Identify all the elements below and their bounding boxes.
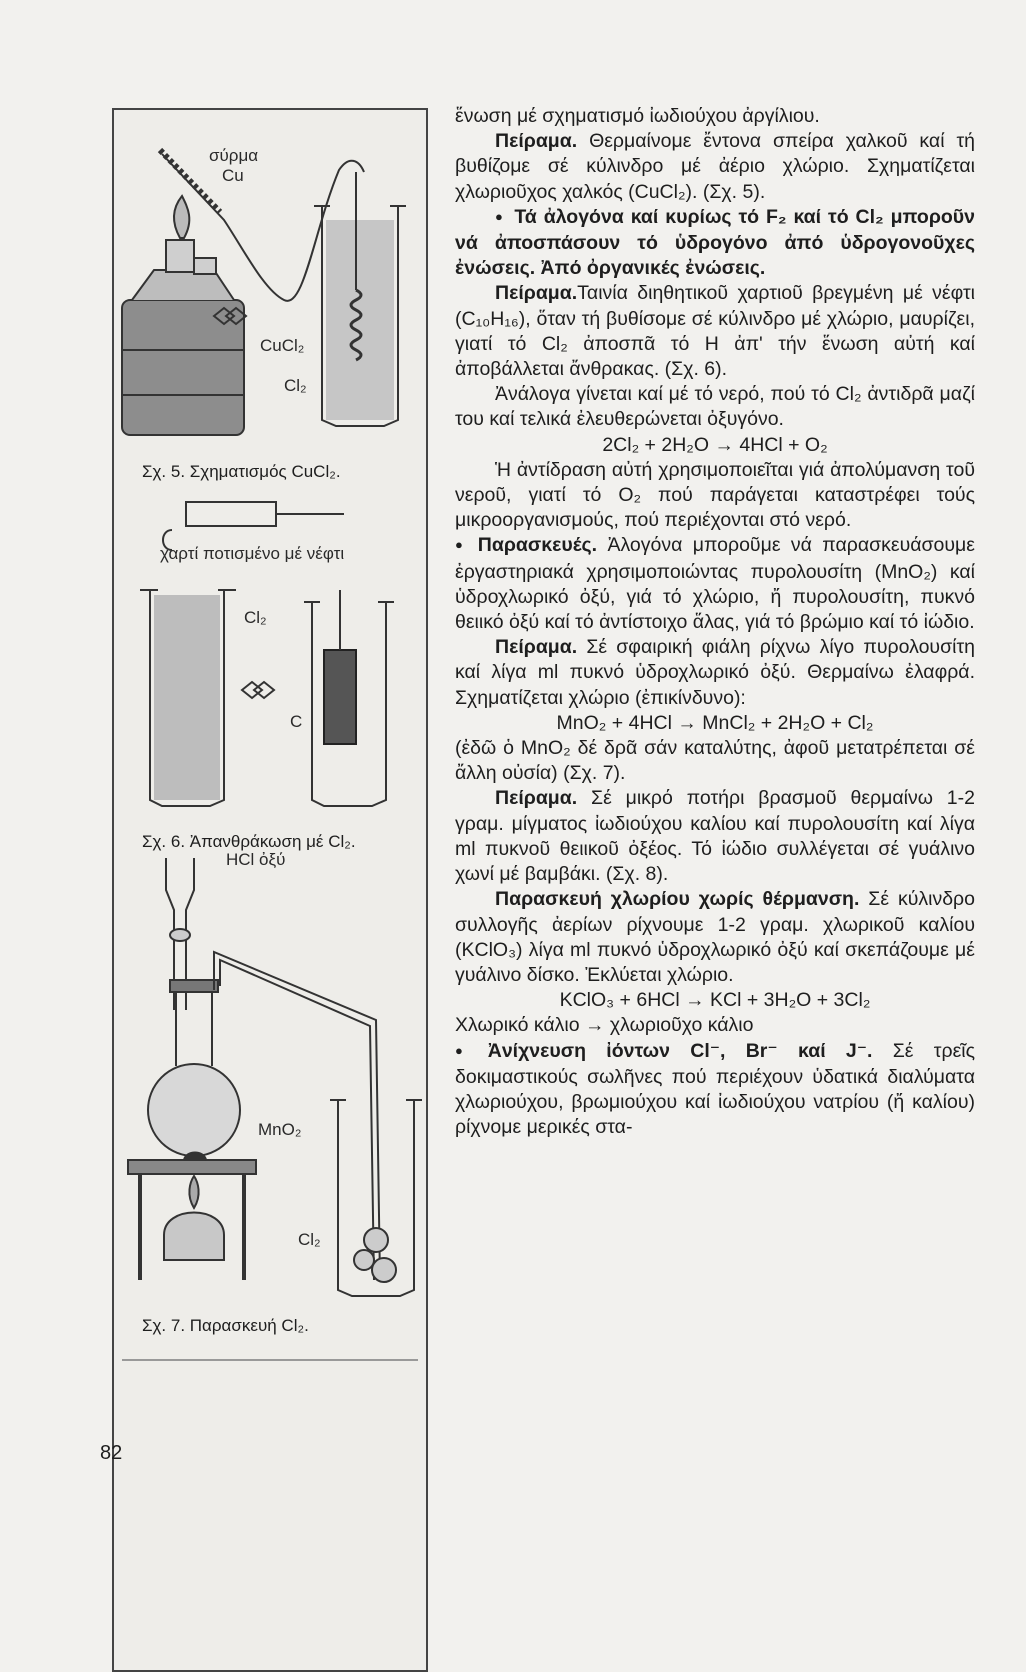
label-wire: σύρμα [209,146,259,165]
section-heading: Παρασκευές. [477,534,598,557]
experiment-heading: Πείραμα. [495,636,578,659]
paragraph-body: Ἀλογόνα μποροῦμε νά παρασκευάσουμε ἐργαστηριακά χρησιμοποιώντας πυρολουσίτη (MnO₂) καί ὑδροχλωρικό ὀξύ, γιά τό χλώριο, ἤ πυρολουσίτη, πυκνό θειικό ὀξύ καί τό ἀντίστοιχο ἅλας, γιά τό βρώμιο καί τό ἰώδιο. [455,534,975,634]
main-text [455,104,975,1140]
label-cl2-fig6: Cl₂ [244,608,267,627]
label-paper: χαρτί ποτισμένο μέ νέφτι [160,544,345,563]
paragraph: ἕνωση μέ σχηματισμό ἰωδιούχου ἀργίλιου. [455,105,820,127]
caption-fig6: Σχ. 6. Ἀπανθράκωση μέ Cl₂. [142,832,356,851]
experiment-heading: Πείραμα. [495,282,578,305]
label-hcl: HCl ὀξύ [226,850,286,869]
paragraph-body: Θερμαίνομε ἔντονα σπείρα χαλκοῦ καί τή βυθίζομε σέ κύλινδρο μέ ἀέριο χλώριο. Σχηματίζεται χλωριοῦχος χαλκός (CuCl₂). (Σχ. 5). [455,130,975,203]
paragraph [455,1039,975,1141]
label-wire-element: Cu [222,166,244,185]
experiment-heading: Πείραμα. [495,130,578,153]
gas-cylinder-fig6-left [140,590,236,806]
paragraph-body: Σέ σφαιρική φιάλη ρίχνω λίγο πυρολουσίτη καί λίγα ml πυκνό ὑδροχλωρικό ὀξύ. Θερμαίνω ἐλαφρά. Σχηματίζεται χλώριο (ἐπικίνδυνο): [455,636,975,709]
gas-cylinder-fig6-right [304,590,394,806]
label-cl2-fig7: Cl₂ [298,1230,321,1249]
bold-statement: ● Τά ἀλογόνα καί κυρίως τό F₂ καί τό Cl₂ μποροῦν νά ἀποσπάσουν τό ὑδρογόνο ἀπό ὑδρογονοῦχες ἐνώσεις. Ἀπό ὀργανικές ἐνώσεις. [455,205,975,282]
paragraph [455,129,975,205]
paper-strip-drawing [186,502,276,526]
figure-panel [112,108,428,1672]
equation: 2Cl₂ + 2H₂O → 4HCl + O₂ [602,433,828,456]
paragraph: Ἡ ἀντίδραση αὐτή χρησιμοποιεῖται γιά ἀπολύμανση τοῦ νεροῦ, γιατί τό O₂ πού παράγεται καταστρέφει τούς μικροοργανισμούς, πού περιέχονται στό νερό. [455,458,975,532]
label-carbon: C [290,712,303,731]
paragraph [455,635,975,711]
caption-fig5: Σχ. 5. Σχηματισμός CuCl₂. [142,462,341,481]
paragraph [455,281,975,382]
paragraph-body: Ταινία διηθητικοῦ χαρτιοῦ βρεγμένη μέ νέφτι (C₁₀H₁₆), ὅταν τή βυθίσομε σέ κύλινδρο μέ χλώριο, μαυρίζει, γιατί τό Cl₂ ἀποσπᾶ τό H ἀπ' τήν ἕνωση αὐτή καί ἀποβάλλεται ἄνθρακας. (Σχ. 6). [455,282,975,381]
label-mno2: MnO₂ [258,1120,302,1139]
section-heading: Παρασκευή χλωρίου χωρίς θέρμανση. [495,888,860,911]
paragraph-body: Σέ τρεῖς δοκιμαστικούς σωλῆνες πού περιέχουν ὑδατικά διαλύματα χλωριούχου, βρωμιούχου καί ἰωδιούχου νατρίου (ἤ καλίου) ρίχνομε μερικές στα- [455,1039,975,1139]
paragraph: Ἀνάλογα γίνεται καί μέ τό νερό, πού τό Cl₂ ἀντιδρᾶ μαζί του καί τελικά ἐλευθερώνεται ὀξυγόνο. [455,383,975,431]
gas-canister-drawing [122,240,244,435]
paragraph [455,887,975,988]
gas-cylinder-fig5 [314,172,406,426]
paragraph: Χλωρικό κάλιο → χλωριοῦχο κάλιο [455,1014,754,1037]
section-heading: Ἀνίχνευση ἰόντων Cl⁻, Br⁻ καί J⁻. [487,1039,873,1062]
paragraph-body: Σέ κύλινδρο συλλογῆς ἀερίων ρίχνουμε 1-2 γραμ. χλωρικοῦ καλίου (KClO₃) λίγα ml πυκνό ὑδροχλωρικό ὀξύ καί σκεπάζουμε μέ γυάλινο δίσκο. Ἐκλύεται χλώριο. [455,888,975,986]
reaction-arrow-fig6 [242,682,274,698]
equation: KClO₃ + 6HCl → KCl + 3H₂O + 3Cl₂ [559,989,871,1012]
paragraph-body: Σέ μικρό ποτήρι βρασμοῦ θερμαίνω 1-2 γραμ. μίγματος ἰωδιούχου καλίου καί πυρολουσίτη καί λίγα ml πυκνοῦ θειικοῦ ὀξέος. Τό ἰώδιο συλλέγεται σέ γυάλινο χωνί μέ βαμβάκι. (Σχ. 8). [455,787,975,886]
caption-fig7: Σχ. 7. Παρασκευή Cl₂. [142,1316,309,1335]
page-number: 82 [100,1442,123,1464]
flame-drawing [174,196,189,238]
paragraph [455,533,975,635]
paragraph [455,786,975,887]
collection-cylinder-fig7 [330,1100,422,1296]
paragraph: (ἐδῶ ὁ MnO₂ δέ δρᾶ σάν καταλύτης, ἀφοῦ μετατρέπεται σέ ἄλλη οὐσία) (Σχ. 7). [455,737,975,785]
label-cucl2: CuCl₂ [260,336,305,355]
experiment-heading: Πείραμα. [495,787,578,810]
label-cl2-fig5: Cl₂ [284,376,307,395]
distillation-apparatus [128,858,380,1280]
equation: MnO₂ + 4HCl → MnCl₂ + 2H₂O + Cl₂ [556,711,874,734]
